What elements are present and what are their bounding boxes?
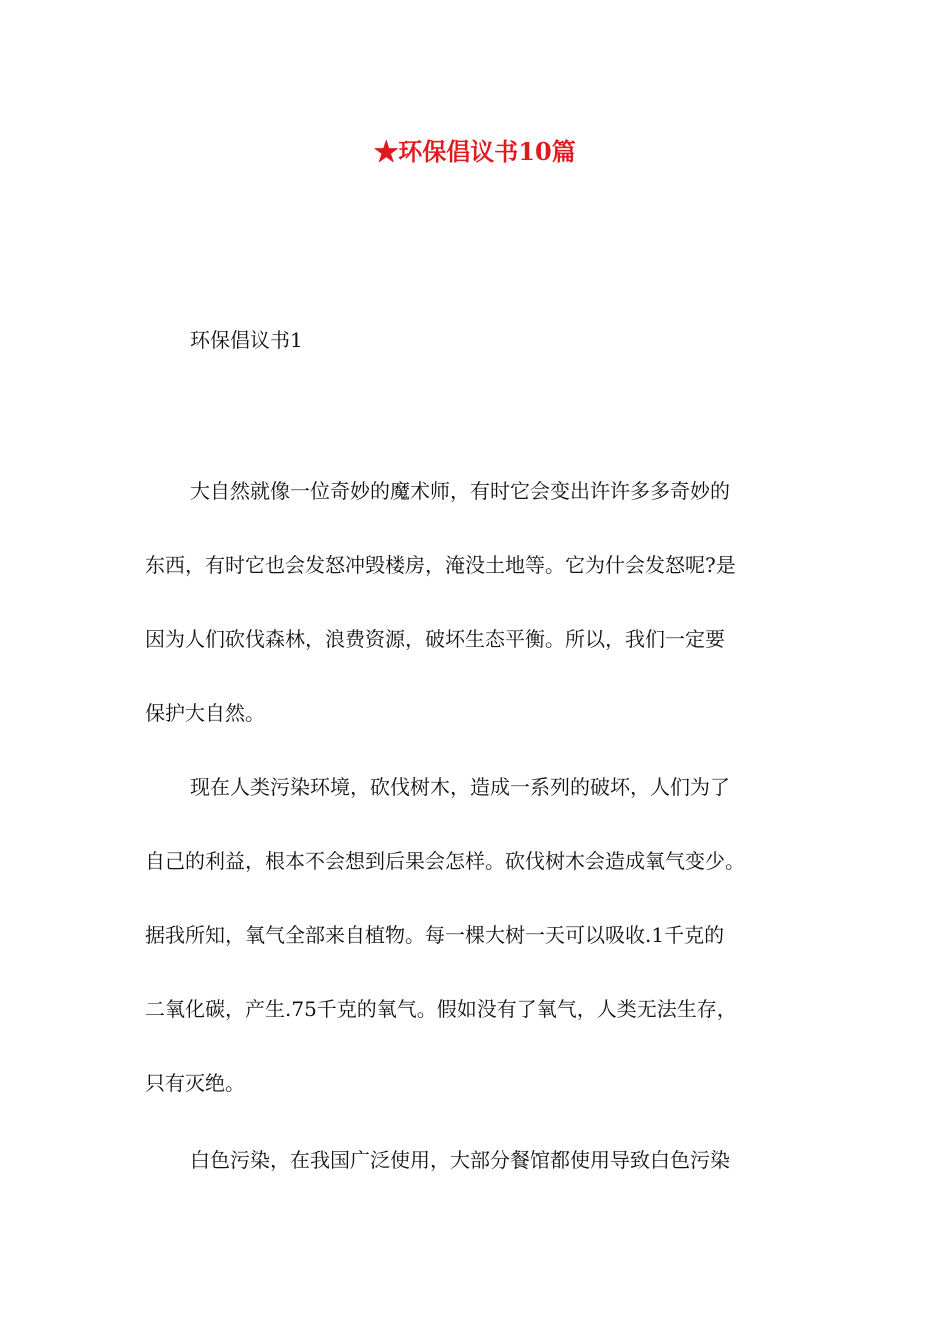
paragraph-line: 保护大自然。 — [145, 701, 265, 725]
paragraph-line: 二氧化碳，产生.75千克的氧气。假如没有了氧气，人类无法生存， — [145, 997, 737, 1021]
paragraph-line: 现在人类污染环境，砍伐树木，造成一系列的破坏，人们为了 — [190, 775, 730, 799]
paragraph-line: 大自然就像一位奇妙的魔术师，有时它会变出许许多多奇妙的 — [190, 479, 730, 503]
paragraph-line: 白色污染，在我国广泛使用，大部分餐馆都使用导致白色污染 — [190, 1148, 730, 1172]
document-title: ★环保倡议书10篇 — [374, 137, 576, 166]
section-heading: 环保倡议书1 — [190, 328, 303, 352]
paragraph-line: 因为人们砍伐森林，浪费资源，破坏生态平衡。所以，我们一定要 — [145, 627, 725, 651]
paragraph-line: 只有灭绝。 — [145, 1071, 245, 1095]
paragraph-line: 据我所知，氧气全部来自植物。每一棵大树一天可以吸收.1千克的 — [145, 923, 725, 947]
paragraph-line: 自己的利益，根本不会想到后果会怎样。砍伐树木会造成氧气变少。 — [145, 849, 745, 873]
paragraph-line: 东西，有时它也会发怒冲毁楼房，淹没土地等。它为什会发怒呢?是 — [145, 553, 736, 577]
